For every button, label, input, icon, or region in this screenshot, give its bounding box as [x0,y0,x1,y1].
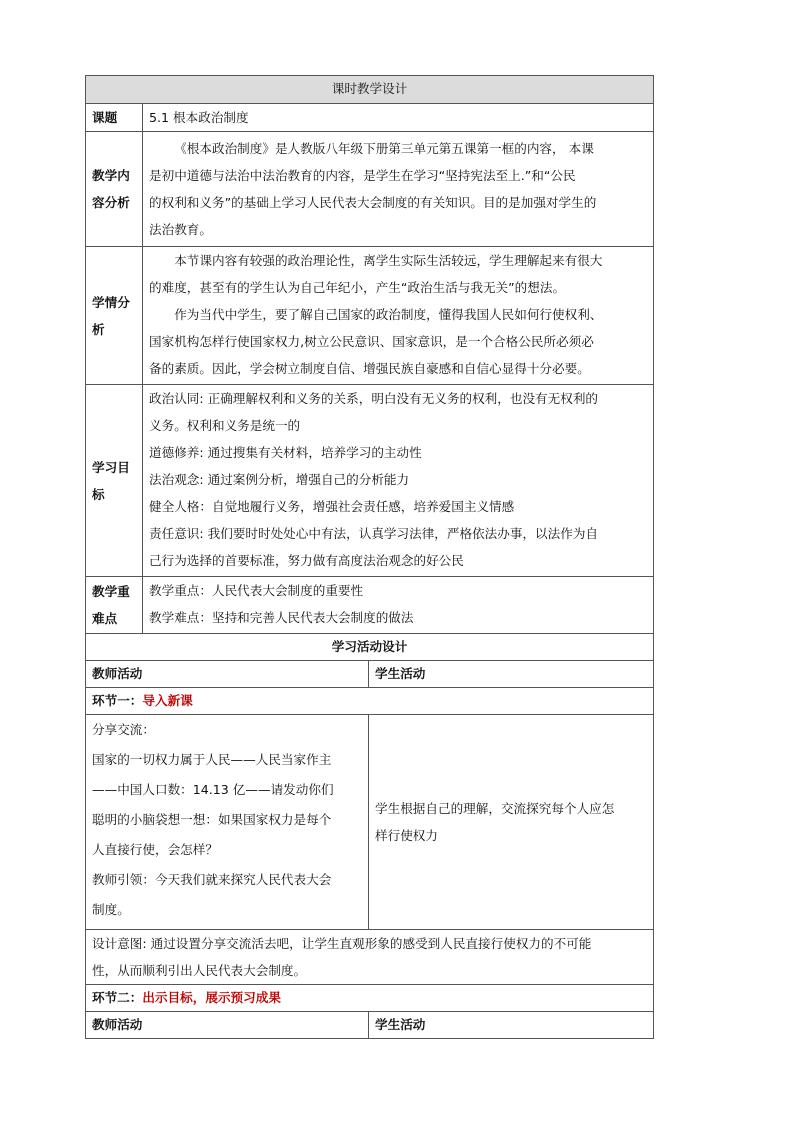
key-points-row [86,577,654,634]
lesson-plan-table [85,75,654,1039]
student-activity-header: 学生活动 [369,661,654,688]
step2-student-header: 学生活动 [369,1012,654,1039]
topic-label: 课题 [86,104,143,132]
objectives-row [86,385,654,577]
student-analysis-label: 学情分 析 [86,247,143,385]
step2-row [86,985,654,1012]
step1-teacher-activity: 分享交流： 国家的一切权力属于人民——人民当家作主 ——中国人口数：14.13 亿——请发动你们 聪明的小脑袋想一想：如果国家权力是每个 人直接行使，会怎样？ 教师引领：今天我们就来探究人民代表大会 制度。 [86,715,369,930]
lesson-plan-document [85,75,653,1039]
step1-activities-row [86,715,654,930]
topic-row [86,104,654,132]
key-points-label: 教学重 难点 [86,577,143,634]
key-points-text: 教学重点：人民代表大会制度的重要性 教学难点：坚持和完善人民代表大会制度的做法 [143,577,654,634]
step1-prefix: 环节一： [92,693,143,708]
activity-section-row [86,634,654,661]
student-analysis-text: 本节课内容有较强的政治理论性，离学生实际生活较远，学生理解起来有很大 的难度，甚至有的学生认为自己年纪小，产生“政治生活与我无关”的想法。 作为当代中学生，要了解自己国家的政治制度，懂得我国人民如何行使权利、 国家机构怎样行使国家权力,树立公民意识、国家意识，是一个合格公民所必须必 备的素质。因此，学会树立制度自信、增强民族自豪感和自信心显得十分必要。 [143,247,654,385]
table-title-row [86,76,654,104]
student-analysis-row [86,247,654,385]
step1-student-activity: 学生根据自己的理解，交流探究每个人应怎 样行使权力 [369,715,654,930]
topic-value: 5.1 根本政治制度 [143,104,654,132]
objectives-text: 政治认同: 正确理解权利和义务的关系，明白没有无义务的权利，也没有无权利的 义务。权利和义务是统一的 道德修养: 通过搜集有关材料，培养学习的主动性 法治观念: 通过案例分析，增强自己的分析能力 健全人格：自觉地履行义务，增强社会责任感，培养爱国主义情感 责任意识: 我们要时时处处心中有法，认真学习法律，严格依法办事，以法作为自 己行为选择的首要标准，努力做有高度法治观念的好公民 [143,385,654,577]
step2-prefix: 环节二： [92,990,143,1005]
step1-design-row [86,930,654,985]
content-analysis-label: 教学内 容分析 [86,132,143,247]
content-analysis-row [86,132,654,247]
activity-section-title: 学习活动设计 [86,634,654,661]
objectives-label: 学习目 标 [86,385,143,577]
step2-heading [86,985,654,1012]
step2-teacher-header: 教师活动 [86,1012,369,1039]
step2-name: 出示目标，展示预习成果 [142,990,281,1005]
table-title: 课时教学设计 [86,76,654,104]
step2-header-row [86,1012,654,1039]
step1-design-intent: 设计意图: 通过设置分享交流活去吧，让学生直观形象的感受到人民直接行使权力的不可能 性，从而顺利引出人民代表大会制度。 [86,930,654,985]
teacher-activity-header: 教师活动 [86,661,369,688]
step1-row [86,688,654,715]
content-analysis-text: 《根本政治制度》是人教版八年级下册第三单元第五课第一框的内容， 本课 是初中道德与法治中法治教育的内容，是学生在学习“坚持宪法至上.”和“公民 的权利和义务”的基础上学习人民代表大会制度的有关知识。目的是加强对学生的 法治教育。 [143,132,654,247]
step1-name: 导入新课 [142,693,193,708]
step1-heading [86,688,654,715]
activity-header-row [86,661,654,688]
